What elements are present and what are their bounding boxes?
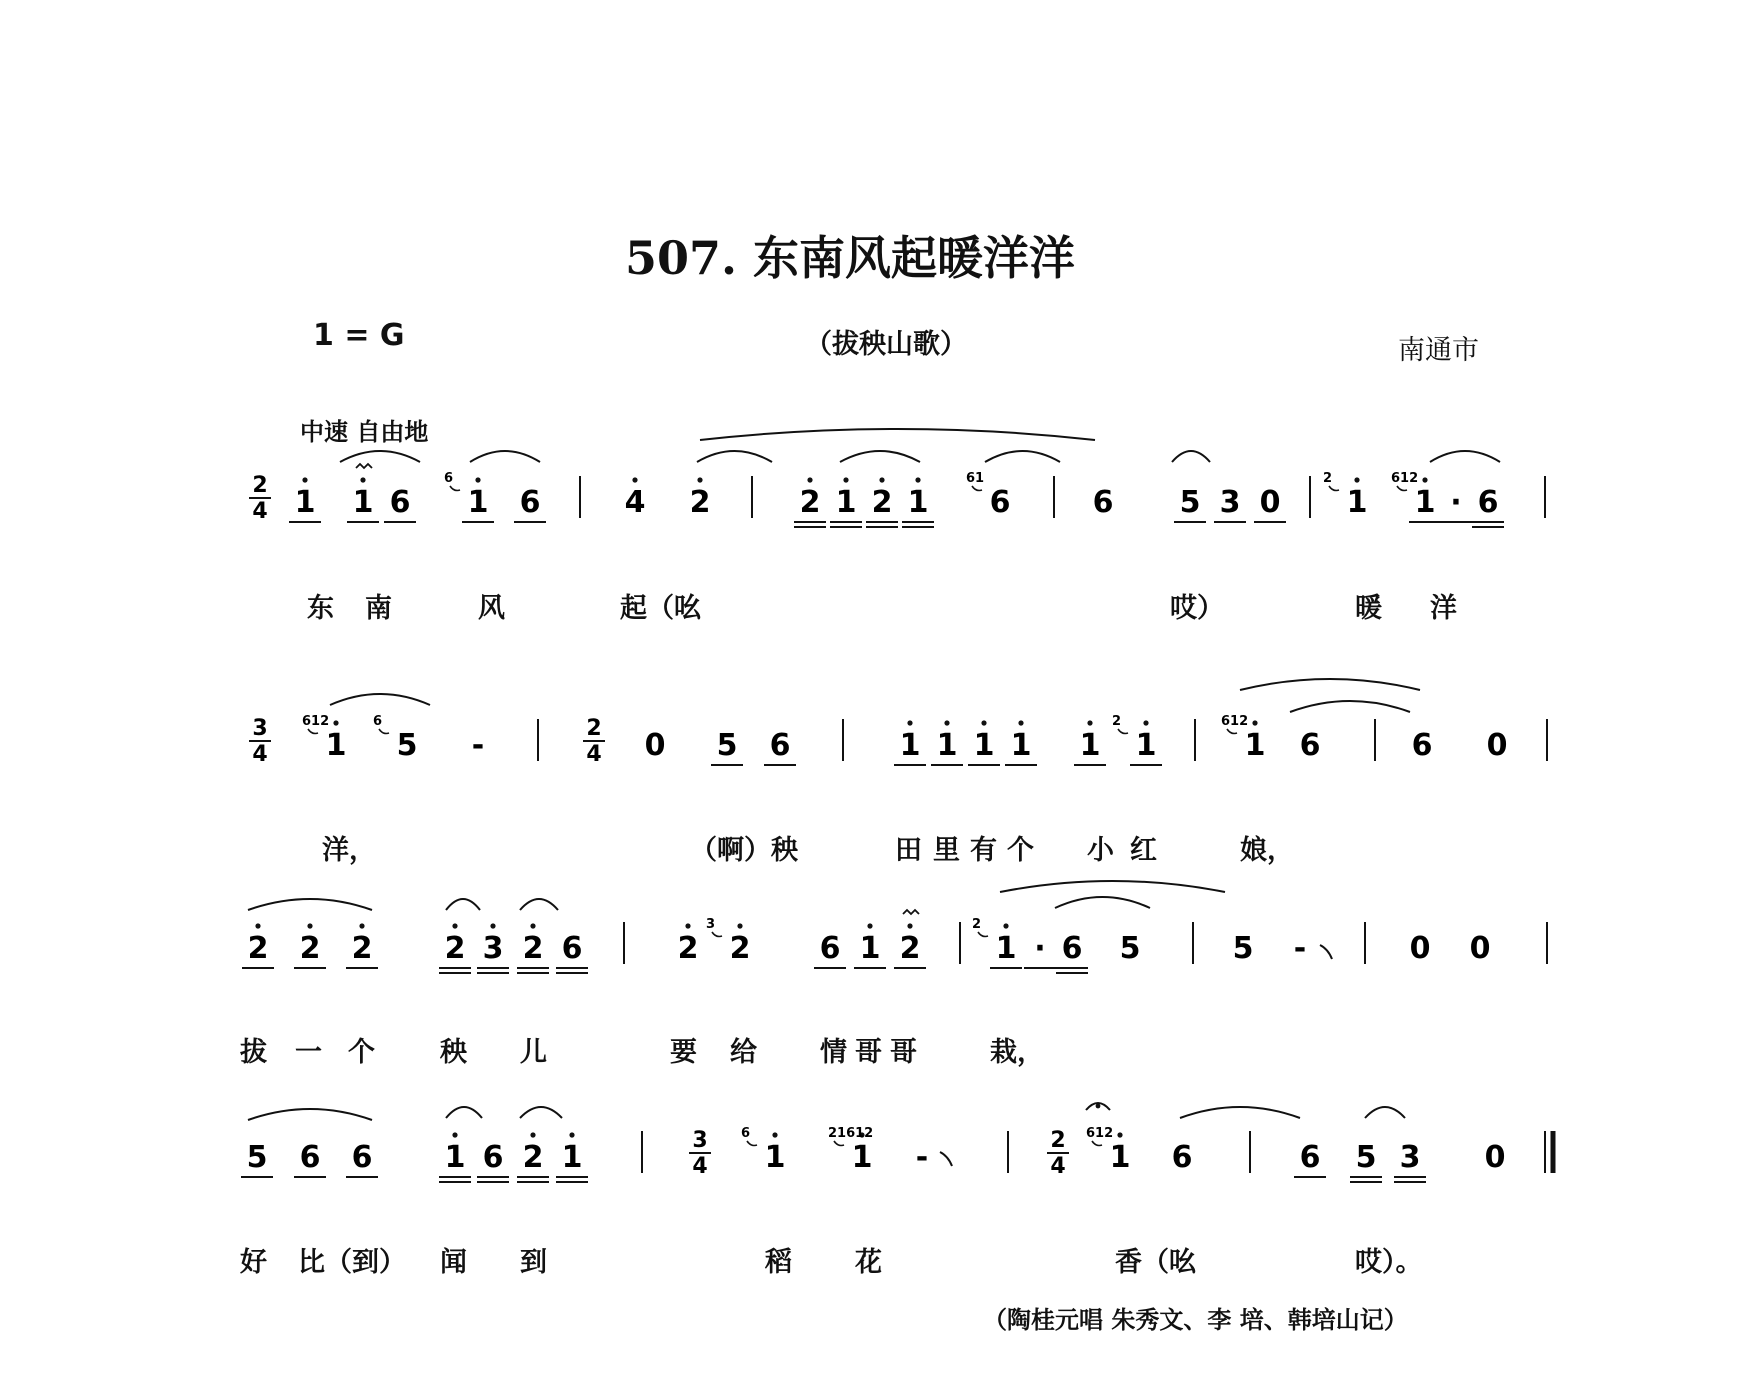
time-signature-bottom: 4 xyxy=(586,742,602,767)
tempo-marking: 中速 自由地 xyxy=(300,417,429,446)
note: 6 xyxy=(769,728,791,763)
octave-dot xyxy=(333,720,338,725)
phrase-slur xyxy=(1180,1107,1300,1118)
grace-slur xyxy=(1118,729,1128,734)
note: 6 xyxy=(819,931,841,966)
lyric: 红 xyxy=(1130,835,1157,866)
grace-note: 2 xyxy=(1112,714,1122,729)
fermata-dot xyxy=(1096,1104,1101,1109)
time-signature-bottom: 4 xyxy=(1050,1154,1066,1179)
octave-dot xyxy=(915,477,920,482)
slur xyxy=(520,1107,562,1118)
note: 1 xyxy=(907,485,929,520)
slur xyxy=(1172,451,1210,462)
lyric: 洋 xyxy=(1430,593,1457,624)
slur xyxy=(446,1107,482,1118)
lyric: 栽， xyxy=(990,1037,1044,1068)
note: 1 xyxy=(294,485,316,520)
lyric: 风 xyxy=(478,593,505,624)
transcription-credit: （陶桂元唱 朱秀文、李 培、韩培山记） xyxy=(983,1305,1408,1334)
note: 2 xyxy=(247,931,269,966)
triplet-slur xyxy=(248,1109,372,1120)
lyric: 洋， xyxy=(322,835,376,866)
triplet-slur xyxy=(248,899,372,910)
lyric: 里 xyxy=(933,835,960,866)
note: 1 xyxy=(1109,1140,1131,1175)
phrase-slur xyxy=(1000,881,1225,892)
note: 3 xyxy=(1219,485,1241,520)
grace-slur xyxy=(747,1141,757,1146)
note: 1 xyxy=(352,485,374,520)
octave-dot xyxy=(302,477,307,482)
lyric: （啊）秧 xyxy=(690,835,798,866)
grace-note: 2 xyxy=(1323,471,1333,486)
song-genre: （拔秧山歌） xyxy=(805,329,967,360)
note: 1 xyxy=(1135,728,1157,763)
lyric: 娘， xyxy=(1240,835,1294,866)
lyric: 哥 xyxy=(855,1037,882,1068)
key-signature: 1 = G xyxy=(313,318,405,353)
slur xyxy=(840,451,920,462)
octave-dot xyxy=(807,477,812,482)
note: 1 xyxy=(1010,728,1032,763)
note: 1 xyxy=(561,1140,583,1175)
slur xyxy=(1290,701,1410,712)
slur xyxy=(340,451,420,462)
grace-slur xyxy=(1227,729,1237,734)
grace-slur xyxy=(972,486,982,491)
note: 5 xyxy=(1355,1140,1377,1175)
lyric: 哥 xyxy=(890,1037,917,1068)
octave-dot xyxy=(569,1132,574,1137)
note: 2 xyxy=(351,931,373,966)
grace-slur xyxy=(978,932,988,937)
note: 2 xyxy=(444,931,466,966)
lyric: 拔 xyxy=(240,1037,267,1068)
grace-slur xyxy=(1092,1141,1102,1146)
note: 2 xyxy=(689,485,711,520)
note: 1 xyxy=(995,931,1017,966)
lyric: 到 xyxy=(520,1247,547,1278)
note: 0 xyxy=(1409,931,1431,966)
octave-dot xyxy=(907,923,912,928)
note: 2 xyxy=(677,931,699,966)
grace-note: 6 xyxy=(741,1126,751,1141)
note: 6 xyxy=(1411,728,1433,763)
grace-note: 2 xyxy=(972,917,982,932)
slur xyxy=(446,899,480,910)
note: 5 xyxy=(1119,931,1141,966)
lyric: 小 xyxy=(1087,835,1114,866)
octave-dot xyxy=(360,477,365,482)
octave-dot xyxy=(867,923,872,928)
note: 0 xyxy=(644,728,666,763)
octave-dot xyxy=(452,1132,457,1137)
note: 6 xyxy=(1061,931,1083,966)
grace-slur xyxy=(379,729,389,734)
note: 5 xyxy=(246,1140,268,1175)
octave-dot xyxy=(475,477,480,482)
lyric: 暖 xyxy=(1355,593,1382,624)
note: 6 xyxy=(1299,1140,1321,1175)
octave-dot xyxy=(697,477,702,482)
note: 2 xyxy=(729,931,751,966)
grace-note: 612 xyxy=(1086,1126,1114,1141)
note: 6 xyxy=(482,1140,504,1175)
lyric: 给 xyxy=(730,1037,757,1068)
breath-mark xyxy=(940,1152,952,1166)
note: 1 xyxy=(859,931,881,966)
note: 0 xyxy=(1486,728,1508,763)
grace-slur xyxy=(1397,486,1407,491)
octave-dot xyxy=(944,720,949,725)
note: 2 xyxy=(899,931,921,966)
time-signature-bottom: 4 xyxy=(692,1154,708,1179)
note: 2 xyxy=(799,485,821,520)
time-signature-top: 2 xyxy=(586,716,602,741)
grace-note: 6 xyxy=(444,471,454,486)
slur xyxy=(330,694,430,705)
lyric: 有 xyxy=(970,835,997,866)
note: 1 xyxy=(467,485,489,520)
time-signature-bottom: 4 xyxy=(252,742,268,767)
time-signature-top: 3 xyxy=(252,716,268,741)
lyric: 儿 xyxy=(520,1037,547,1068)
octave-dot xyxy=(907,720,912,725)
lyric: 稻 xyxy=(765,1247,792,1278)
note: 1 xyxy=(835,485,857,520)
octave-dot xyxy=(1252,720,1257,725)
note: - xyxy=(471,728,485,763)
phrase-slur xyxy=(700,429,1095,440)
note: 5 xyxy=(1232,931,1254,966)
octave-dot xyxy=(1422,477,1427,482)
octave-dot xyxy=(843,477,848,482)
grace-slur xyxy=(308,729,318,734)
octave-dot xyxy=(530,923,535,928)
octave-dot xyxy=(685,923,690,928)
grace-note: 3 xyxy=(706,917,716,932)
grace-slur xyxy=(712,932,722,937)
grace-note: 21612 xyxy=(828,1126,874,1141)
grace-slur xyxy=(834,1141,844,1146)
octave-dot xyxy=(1018,720,1023,725)
slur xyxy=(1055,897,1150,908)
note: 0 xyxy=(1484,1140,1506,1175)
octave-dot xyxy=(879,477,884,482)
note: 1 xyxy=(764,1140,786,1175)
grace-note: 612 xyxy=(1221,714,1249,729)
lyric: 田 xyxy=(895,835,922,866)
note: 1 xyxy=(1079,728,1101,763)
note: · xyxy=(1034,931,1046,966)
ornament-mordent xyxy=(903,910,919,914)
note: 1 xyxy=(1346,485,1368,520)
note: 2 xyxy=(871,485,893,520)
lyric: 情 xyxy=(820,1037,847,1068)
note: 6 xyxy=(389,485,411,520)
note: 6 xyxy=(1477,485,1499,520)
octave-dot xyxy=(632,477,637,482)
ornament-mordent xyxy=(356,464,372,468)
lyric: 要 xyxy=(670,1037,697,1068)
octave-dot xyxy=(490,923,495,928)
lyric: 哎）。 xyxy=(1355,1247,1423,1278)
octave-dot xyxy=(359,923,364,928)
note: - xyxy=(1293,931,1307,966)
phrase-slur xyxy=(1240,679,1420,690)
octave-dot xyxy=(452,923,457,928)
note: 1 xyxy=(325,728,347,763)
lyric: 一 xyxy=(295,1037,322,1068)
note: 1 xyxy=(851,1140,873,1175)
octave-dot xyxy=(307,923,312,928)
note: 2 xyxy=(522,931,544,966)
note: 5 xyxy=(716,728,738,763)
octave-dot xyxy=(737,923,742,928)
lyric: 东 xyxy=(307,593,334,624)
lyric: 秧 xyxy=(440,1037,467,1068)
note: 1 xyxy=(1244,728,1266,763)
slur xyxy=(985,451,1060,462)
breath-mark xyxy=(1320,945,1332,959)
song-origin: 南通市 xyxy=(1398,335,1479,366)
note: 0 xyxy=(1469,931,1491,966)
octave-dot xyxy=(1117,1132,1122,1137)
note: 6 xyxy=(1171,1140,1193,1175)
note: 6 xyxy=(351,1140,373,1175)
slur xyxy=(520,899,558,910)
grace-note: 612 xyxy=(302,714,330,729)
octave-dot xyxy=(530,1132,535,1137)
time-signature-top: 3 xyxy=(692,1128,708,1153)
note: · xyxy=(1450,485,1462,520)
note: 6 xyxy=(519,485,541,520)
octave-dot xyxy=(1143,720,1148,725)
note: 6 xyxy=(1092,485,1114,520)
note: 6 xyxy=(299,1140,321,1175)
note: 1 xyxy=(899,728,921,763)
grace-note: 61 xyxy=(966,471,985,486)
note: 1 xyxy=(444,1140,466,1175)
note: - xyxy=(915,1140,929,1175)
lyric: 花 xyxy=(855,1247,882,1278)
lyric: 哎） xyxy=(1170,593,1224,624)
lyric: 闻 xyxy=(440,1247,467,1278)
lyric: 个 xyxy=(1007,835,1034,866)
note: 6 xyxy=(561,931,583,966)
slur xyxy=(1365,1107,1405,1118)
note: 3 xyxy=(1399,1140,1421,1175)
note: 4 xyxy=(624,485,646,520)
lyric: 比（到） xyxy=(298,1247,406,1278)
note: 6 xyxy=(989,485,1011,520)
octave-dot xyxy=(1087,720,1092,725)
grace-note: 612 xyxy=(1391,471,1419,486)
octave-dot xyxy=(1003,923,1008,928)
note: 1 xyxy=(973,728,995,763)
lyric: 好 xyxy=(240,1247,267,1278)
time-signature-top: 2 xyxy=(252,473,268,498)
note: 6 xyxy=(1299,728,1321,763)
octave-dot xyxy=(255,923,260,928)
note: 1 xyxy=(936,728,958,763)
note: 5 xyxy=(396,728,418,763)
note: 1 xyxy=(1414,485,1436,520)
octave-dot xyxy=(1354,477,1359,482)
lyric: 南 xyxy=(365,593,392,624)
lyric: 香（吆 xyxy=(1115,1247,1196,1278)
slur xyxy=(470,451,540,462)
song-title: 507. 东南风起暖洋洋 xyxy=(624,231,1076,285)
grace-slur xyxy=(1329,486,1339,491)
grace-note: 6 xyxy=(373,714,383,729)
note: 2 xyxy=(299,931,321,966)
octave-dot xyxy=(981,720,986,725)
slur xyxy=(1430,451,1500,462)
time-signature-top: 2 xyxy=(1050,1128,1066,1153)
note: 3 xyxy=(482,931,504,966)
note: 5 xyxy=(1179,485,1201,520)
lyric: 起（吆 xyxy=(620,593,701,624)
time-signature-bottom: 4 xyxy=(252,499,268,524)
note: 0 xyxy=(1259,485,1281,520)
note: 2 xyxy=(522,1140,544,1175)
lyric: 个 xyxy=(348,1037,375,1068)
octave-dot xyxy=(772,1132,777,1137)
grace-slur xyxy=(450,486,460,491)
slur xyxy=(697,451,772,462)
